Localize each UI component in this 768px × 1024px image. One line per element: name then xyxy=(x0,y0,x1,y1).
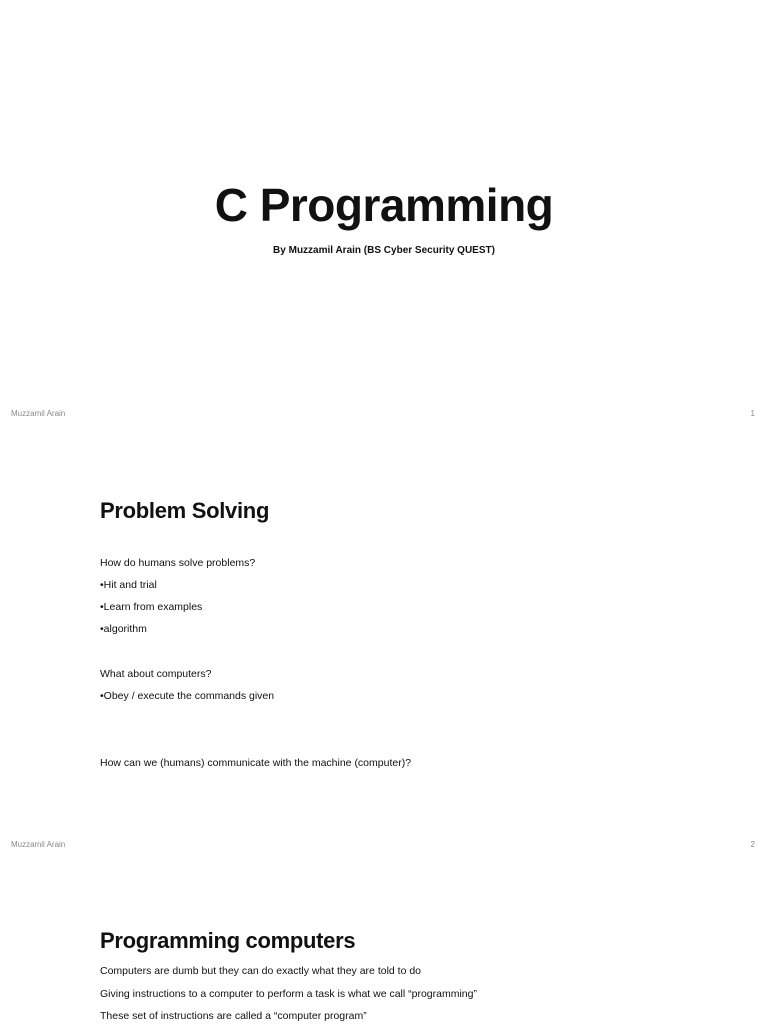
slide-2 xyxy=(0,432,768,864)
slide-subtitle: By Muzzamil Arain (BS Cyber Security QUEST) xyxy=(273,245,495,256)
bullet-item: •Obey / execute the commands given xyxy=(100,690,275,702)
footer-author: Muzzamil Arain xyxy=(11,409,66,418)
slide-heading: Problem Solving xyxy=(100,498,270,523)
bullet-item: •Hit and trial xyxy=(100,579,157,591)
body-line: Computers are dumb but they can do exactly what they are told to do xyxy=(100,965,422,977)
slide-1 xyxy=(0,0,768,432)
bullet-item: •algorithm xyxy=(100,623,147,635)
bullet-item: •Learn from examples xyxy=(100,601,203,613)
page-number: 2 xyxy=(750,840,755,849)
page-number: 1 xyxy=(750,409,755,418)
body-line: How can we (humans) communicate with the machine (computer)? xyxy=(100,757,412,769)
body-line: What about computers? xyxy=(100,668,212,680)
body-line: Giving instructions to a computer to perform a task is what we call “programming” xyxy=(100,988,477,1000)
slide-title: C Programming xyxy=(214,179,554,231)
footer-author: Muzzamil Arain xyxy=(11,840,66,849)
body-line: These set of instructions are called a “computer program” xyxy=(100,1010,367,1022)
body-line: How do humans solve problems? xyxy=(100,557,256,569)
slide-3 xyxy=(0,864,768,1024)
slide-heading: Programming computers xyxy=(100,928,356,953)
